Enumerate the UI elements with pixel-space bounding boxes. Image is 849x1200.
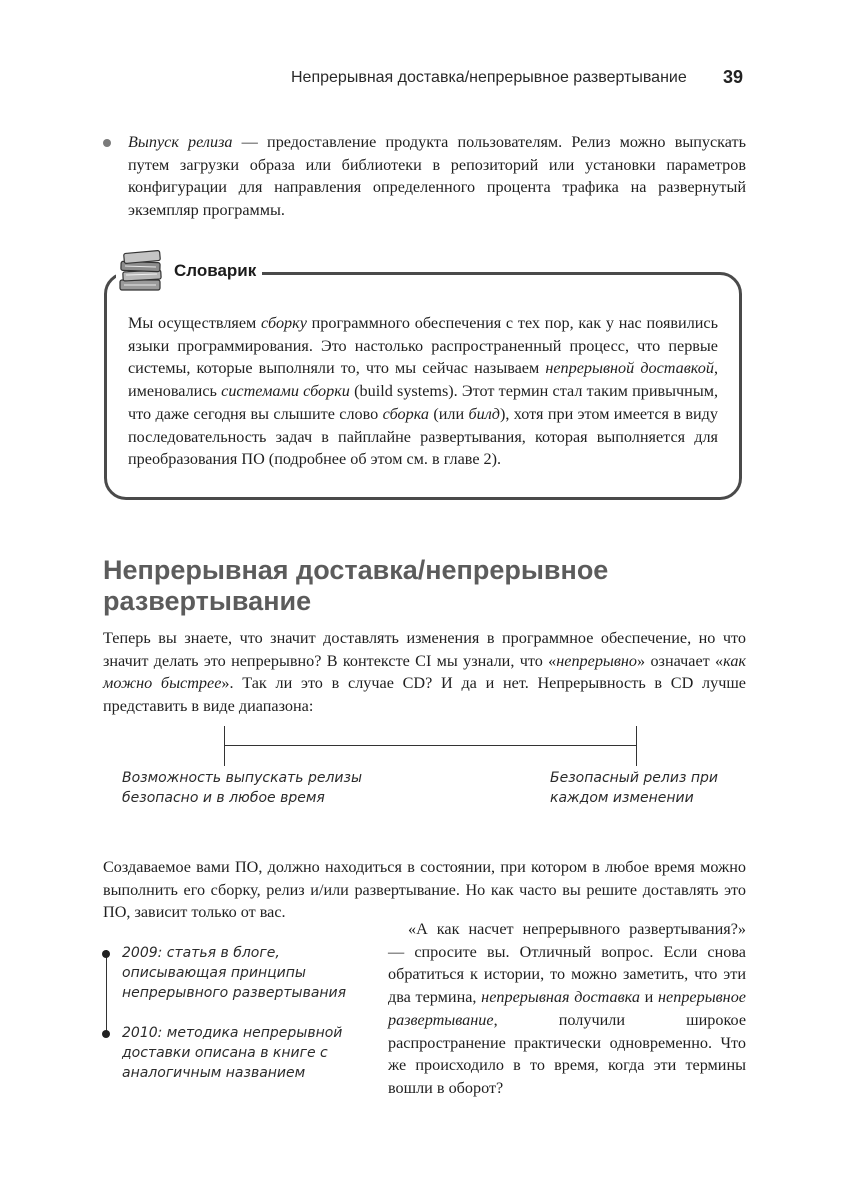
emphasized-term: билд: [468, 404, 500, 423]
timeline-item-2009: 2009: статья в блоге, описывающая принципы непрерывного развертывания: [122, 945, 347, 1001]
text-run: ». Так ли это в случае CD? И да и нет. Непрерывность в CD лучше представить в виде диапазона:: [103, 674, 746, 716]
page-number: 39: [723, 67, 744, 87]
range-right-label: Безопасный релиз при каждом изменении: [550, 770, 718, 806]
glossary-header: [116, 246, 262, 296]
emphasized-term: непрерывное развертывание: [388, 988, 746, 1029]
side-paragraph-text: [388, 918, 746, 1100]
side-paragraph: [388, 918, 746, 1100]
text-run: (или: [429, 404, 469, 423]
text-run: «А как насчет непрерывного развертывания?» — спросите вы. Отличный вопрос. Если снова обратиться к истории, то можно заметить, что эти два термина,: [388, 920, 746, 1007]
emphasized-term: сборку: [261, 314, 307, 332]
bullet-paragraph: [128, 131, 746, 222]
text-run: ), хотя при этом имеется в виду последовательность задач в пайплайне развертывания, которая выполняется для преобразования ПО (подробнее об этом см. в главе 2).: [128, 404, 718, 469]
text-run: , получили широкое распространение практически одновременно. Что же происходило в то время, когда эти термины вошли в оборот?: [388, 1010, 746, 1097]
emphasized-term: системами сборки: [221, 382, 350, 401]
text-run: Теперь вы знаете, что значит доставлять изменения в программное обеспечение, но что значит делать это непрерывно? В контексте CI мы узнали, что «: [103, 629, 746, 670]
books-icon: [116, 246, 168, 296]
intro-paragraph: [103, 627, 746, 718]
bullet-icon: [103, 139, 111, 147]
range-left-label: Возможность выпускать релизы безопасно и в любое время: [122, 770, 363, 806]
text-run: , именовались: [128, 359, 718, 401]
glossary-title: Словарик: [174, 261, 257, 280]
emphasized-term: сборка: [382, 404, 429, 423]
bullet-text: — предоставление продукта пользователям. Релиз можно выпускать путем загрузки образа или библиотеки в репозиторий или установки параметров конфигурации для направления определенного процента трафика на развернутый экземпляр программы.: [128, 133, 746, 220]
range-line: [225, 745, 637, 746]
emphasized-term: непрерывно: [556, 651, 638, 670]
range-right-tick: [636, 726, 637, 766]
timeline-item-2010: 2010: методика непрерывной доставки описана в книге с аналогичным названием: [122, 1025, 343, 1081]
running-header-title: Непрерывная доставка/непрерывное развертывание: [291, 69, 687, 86]
emphasized-term: непрерывная доставка: [481, 988, 640, 1007]
emphasized-term: непрерывной доставкой: [545, 359, 714, 378]
after-range-paragraph: Создаваемое вами ПО, должно находиться в состоянии, при котором в любое время можно выполнить его сборку, релиз и/или развертывание. Но как часто вы решите доставлять это ПО, зависит только от вас.: [103, 858, 746, 922]
timeline-line: [106, 950, 107, 1034]
text-run: Мы осуществляем: [128, 314, 262, 332]
emphasized-term: как можно быстрее: [103, 651, 746, 693]
text-run: и: [639, 988, 659, 1007]
text-run: программного обеспечения с тех пор, как у нас появились языки программирования. Это настолько распространенный процесс, что первые системы, которые выполняли то, что мы сейчас называем: [128, 314, 719, 378]
glossary-paragraph: [128, 312, 718, 471]
timeline-dot: [102, 1030, 110, 1038]
timeline-dot: [102, 950, 110, 958]
text-run: » означает «: [637, 651, 724, 670]
text-run: (build systems). Этот термин стал таким привычным, что даже сегодня вы слышите слово: [128, 382, 718, 423]
range-left-tick: [224, 726, 225, 766]
section-heading: Непрерывная доставка/непрерывное развертывание: [103, 555, 609, 616]
bullet-term: Выпуск релиза: [128, 133, 233, 151]
